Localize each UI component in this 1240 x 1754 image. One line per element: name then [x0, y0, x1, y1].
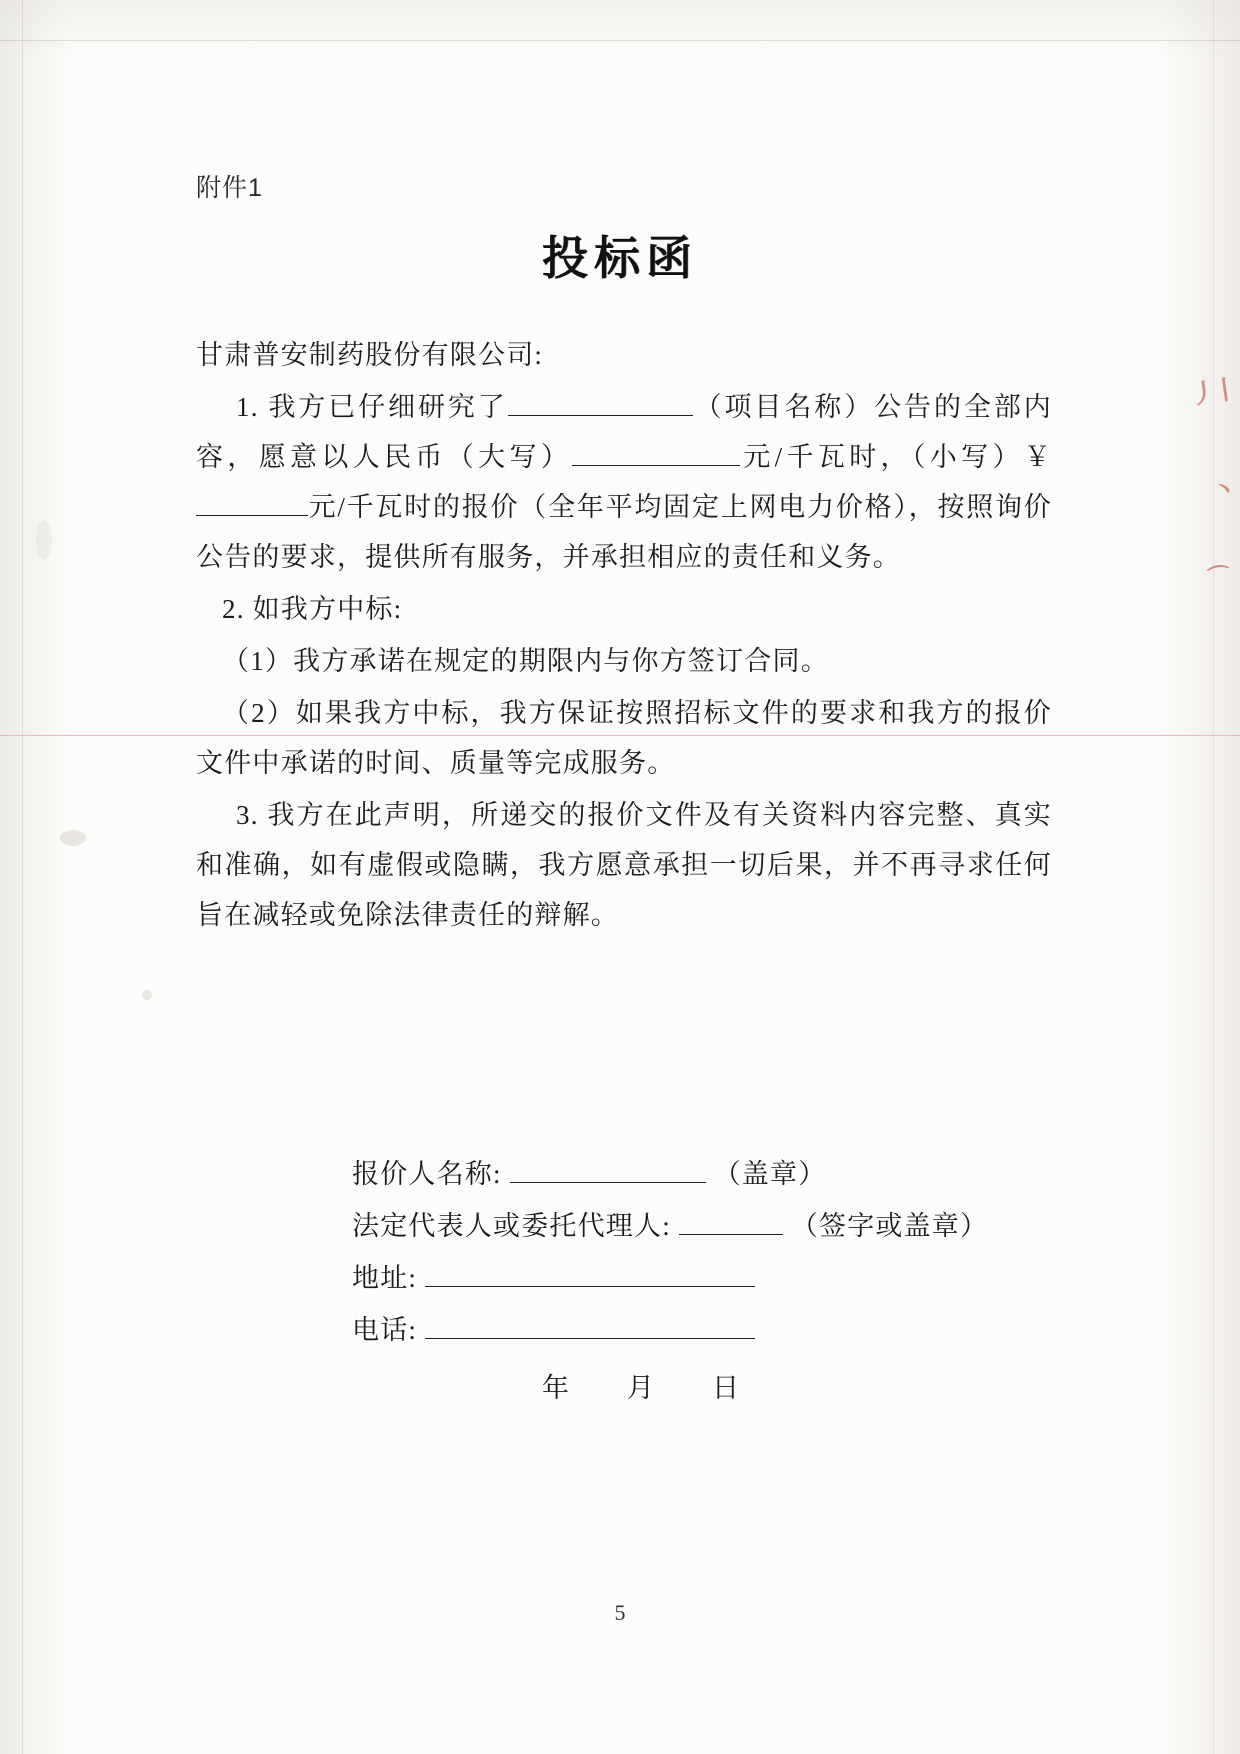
page-number: 5 — [614, 1600, 626, 1625]
bidder-name-label: 报价人名称: — [352, 1159, 502, 1189]
paragraph-item-1 — [196, 382, 1052, 582]
telephone-field[interactable] — [425, 1338, 755, 1339]
paragraph-item-2-1: （1）我方承诺在规定的期限内与你方签订合同。 — [222, 646, 829, 676]
blank-field-project-name[interactable] — [508, 415, 693, 416]
representative-field[interactable] — [679, 1234, 783, 1235]
paragraph-text: 元/千瓦时，（小写）￥ — [740, 442, 1052, 472]
blank-field-price-lowercase[interactable] — [196, 515, 308, 516]
paragraph-item-2: 2. 如我方中标: — [222, 594, 403, 624]
signature-row-address — [352, 1252, 1052, 1304]
red-stamp-fragment-icon: ⌒ — [1206, 562, 1232, 591]
signature-row-telephone — [352, 1304, 1052, 1356]
representative-suffix: （签字或盖章） — [790, 1211, 989, 1241]
paragraph-text: 1. 我方已仔细研究了 — [236, 392, 508, 422]
signature-row-date — [352, 1362, 1052, 1414]
signature-row-bidder-name — [352, 1148, 1052, 1200]
signature-block — [352, 1148, 1052, 1414]
blank-field-price-uppercase[interactable] — [572, 465, 740, 466]
telephone-label: 电话: — [352, 1315, 418, 1345]
red-stamp-fragment-icon: 丿丨 — [1188, 375, 1237, 410]
paragraph-item-2-2: （2）如果我方中标，我方保证按照招标文件的要求和我方的报价文件中承诺的时间、质量等完成服务。 — [196, 698, 1052, 778]
paragraph-text: 元/千瓦时的报价（全年平均固定上网电力价格），按照询价公告的要求，提供所有服务，并承担相应的责任和义务。 — [196, 492, 1052, 572]
paragraph-item-3: 3. 我方在此声明，所递交的报价文件及有关资料内容完整、真实和准确，如有虚假或隐瞒，我方愿意承担一切后果，并不再寻求任何旨在减轻或免除法律责任的辩解。 — [196, 800, 1052, 930]
address-label: 地址: — [352, 1263, 418, 1293]
date-year-label: 年 — [542, 1373, 571, 1403]
bidder-name-field[interactable] — [510, 1182, 706, 1183]
paragraph-text: （项目名称）公告的全部内容，愿意以人民币（大写） — [196, 392, 1052, 472]
document-body — [196, 330, 1052, 942]
page-title: 投标函 — [542, 232, 698, 284]
bidder-name-suffix: （盖章） — [713, 1159, 827, 1189]
date-month-label: 月 — [627, 1373, 656, 1403]
address-field[interactable] — [425, 1286, 755, 1287]
date-day-label: 日 — [712, 1373, 741, 1403]
representative-label: 法定代表人或委托代理人: — [352, 1211, 671, 1241]
signature-row-representative — [352, 1200, 1052, 1252]
attachment-label: 附件1 — [196, 174, 263, 202]
addressee-line: 甘肃普安制药股份有限公司: — [196, 340, 544, 370]
red-stamp-fragment-icon: 丶 — [1210, 476, 1239, 506]
